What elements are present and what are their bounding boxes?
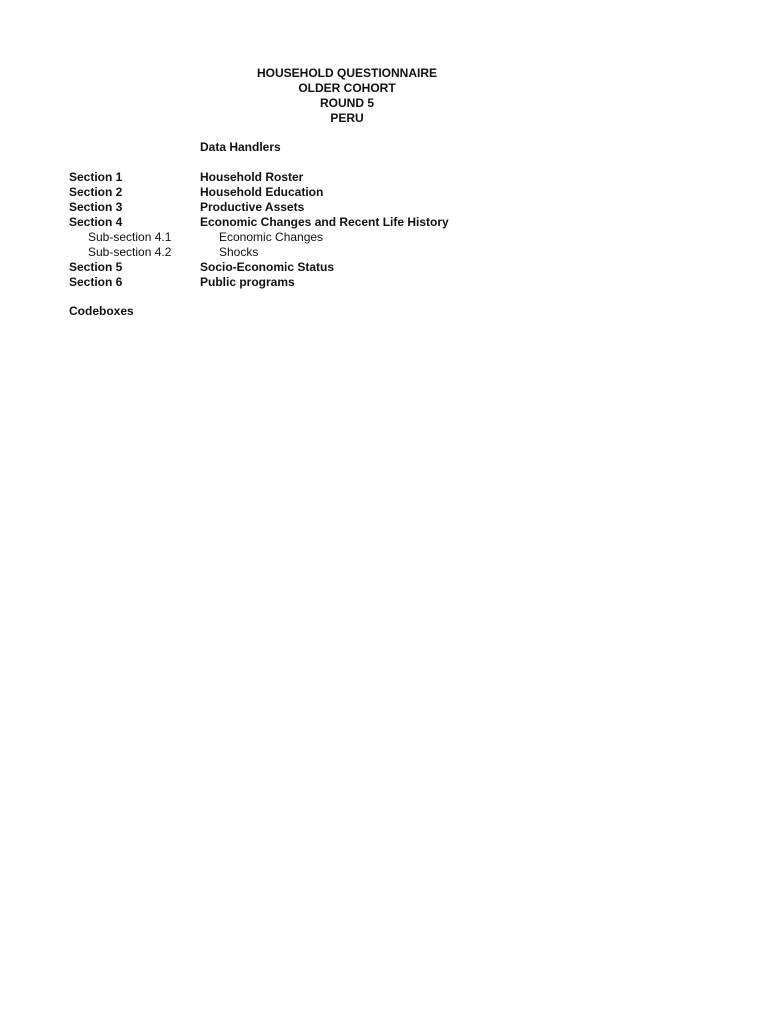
toc-subsection-label: Sub-section 4.2 bbox=[88, 245, 172, 259]
toc-section-label: Section 2 bbox=[69, 185, 123, 199]
toc-section-label: Section 1 bbox=[69, 170, 123, 184]
data-handlers-heading: Data Handlers bbox=[200, 140, 281, 154]
toc-row-section-6 bbox=[69, 275, 669, 290]
table-of-contents bbox=[69, 170, 669, 290]
toc-subsection-title: Shocks bbox=[219, 245, 259, 259]
toc-section-label: Section 4 bbox=[69, 215, 123, 229]
title-line-round: ROUND 5 bbox=[319, 96, 374, 110]
toc-section-title: Socio-Economic Status bbox=[200, 260, 335, 274]
toc-subsection-label: Sub-section 4.1 bbox=[88, 230, 172, 244]
toc-row-subsection-4-2 bbox=[69, 245, 669, 260]
toc-section-title: Household Roster bbox=[200, 170, 304, 184]
document-title bbox=[147, 66, 547, 126]
toc-row-section-5 bbox=[69, 260, 669, 275]
toc-section-title: Productive Assets bbox=[200, 200, 305, 214]
title-line-cohort: OLDER COHORT bbox=[298, 81, 396, 95]
title-line-questionnaire: HOUSEHOLD QUESTIONNAIRE bbox=[256, 66, 437, 80]
title-line-country: PERU bbox=[330, 111, 364, 125]
codeboxes-heading: Codeboxes bbox=[69, 304, 134, 318]
toc-subsection-title: Economic Changes bbox=[219, 230, 324, 244]
toc-section-label: Section 3 bbox=[69, 200, 123, 214]
toc-row-section-1 bbox=[69, 170, 669, 185]
toc-row-section-3 bbox=[69, 200, 669, 215]
toc-section-title: Public programs bbox=[200, 275, 295, 289]
toc-row-section-2 bbox=[69, 185, 669, 200]
toc-section-title: Economic Changes and Recent Life History bbox=[200, 215, 449, 229]
toc-row-section-4 bbox=[69, 215, 669, 230]
toc-section-label: Section 6 bbox=[69, 275, 123, 289]
toc-row-subsection-4-1 bbox=[69, 230, 669, 245]
toc-section-label: Section 5 bbox=[69, 260, 123, 274]
toc-section-title: Household Education bbox=[200, 185, 324, 199]
